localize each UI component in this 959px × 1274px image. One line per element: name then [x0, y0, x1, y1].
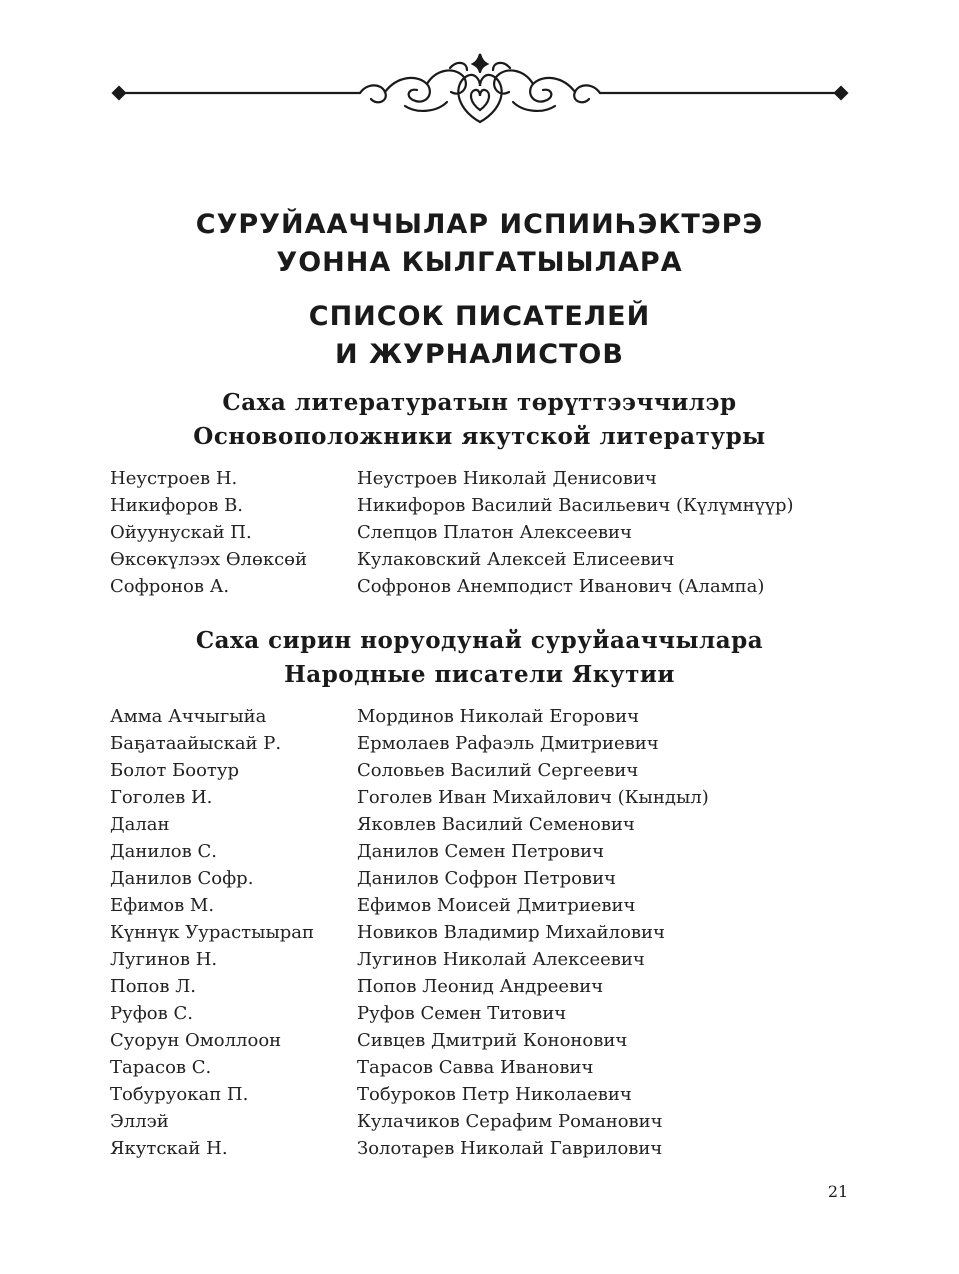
- full-name: Сивцев Дмитрий Кононович: [357, 1030, 628, 1051]
- pen-name: Далан: [110, 814, 170, 835]
- list-item: [110, 946, 870, 973]
- pen-name: Болот Боотур: [110, 760, 239, 781]
- pen-name: Амма Аччыгыйа: [110, 706, 267, 727]
- pen-name: Данилов С.: [110, 841, 217, 862]
- list-item: [110, 492, 870, 519]
- list-item: [110, 811, 870, 838]
- list-item: [110, 1054, 870, 1081]
- full-name: Новиков Владимир Михайлович: [357, 922, 665, 943]
- list-item: [110, 1135, 870, 1162]
- full-name: Золотарев Николай Гаврилович: [357, 1138, 663, 1159]
- pen-name: Руфов С.: [110, 1003, 193, 1024]
- section-heading-sakha: Саха сирин норуодунай суруйааччылара: [195, 627, 764, 654]
- full-name: Яковлев Василий Семенович: [357, 814, 635, 835]
- full-name: Данилов Софрон Петрович: [357, 868, 616, 889]
- list-item: [110, 1000, 870, 1027]
- list-item: [110, 838, 870, 865]
- full-name: Руфов Семен Титович: [357, 1003, 567, 1024]
- full-name: Кулаковский Алексей Елисеевич: [357, 549, 675, 570]
- title-sakha-line-2: УОННА КЫЛГАТЫЫЛАРА: [276, 247, 683, 278]
- pen-name: Күннүк Уурастыырап: [110, 922, 315, 943]
- pen-name: Неустроев Н.: [110, 468, 238, 489]
- pen-name: Суорун Омоллоон: [110, 1030, 282, 1051]
- list-item: [110, 757, 870, 784]
- title-sakha-line-1: СУРУЙААЧЧЫЛАР ИСПИИҺЭКТЭРЭ: [195, 209, 764, 240]
- title-russian: [0, 298, 959, 374]
- section-heading-national-writers: [0, 624, 959, 692]
- list-item: [110, 1081, 870, 1108]
- pen-name: Попов Л.: [110, 976, 196, 997]
- pen-name: Якутскай Н.: [110, 1138, 228, 1159]
- pen-name: Никифоров В.: [110, 495, 244, 516]
- full-name: Гоголев Иван Михайлович (Кындыл): [357, 787, 709, 808]
- title-russian-line-1: СПИСОК ПИСАТЕЛЕЙ: [308, 301, 651, 332]
- national-writers-list: [110, 703, 870, 1162]
- full-name: Неустроев Николай Денисович: [357, 468, 657, 489]
- full-name: Ефимов Моисей Дмитриевич: [357, 895, 636, 916]
- pen-name: Өксөкүлээх Өлөксөй: [110, 549, 308, 570]
- pen-name: Эллэй: [110, 1111, 169, 1132]
- pen-name: Баҕатаайыскай Р.: [110, 733, 282, 754]
- list-item: [110, 465, 870, 492]
- section-heading-sakha: Саха литературатын төрүттээччилэр: [222, 389, 737, 416]
- pen-name: Данилов Софр.: [110, 868, 254, 889]
- list-item: [110, 784, 870, 811]
- pen-name: Лугинов Н.: [110, 949, 218, 970]
- list-item: [110, 1108, 870, 1135]
- list-item: [110, 892, 870, 919]
- full-name: Ермолаев Рафаэль Дмитриевич: [357, 733, 659, 754]
- full-name: Лугинов Николай Алексеевич: [357, 949, 645, 970]
- full-name: Слепцов Платон Алексеевич: [357, 522, 632, 543]
- full-name: Данилов Семен Петрович: [357, 841, 604, 862]
- title-sakha: [0, 206, 959, 282]
- section-heading-founders: [0, 386, 959, 454]
- title-russian-line-2: И ЖУРНАЛИСТОВ: [335, 339, 624, 370]
- list-item: [110, 546, 870, 573]
- list-item: [110, 703, 870, 730]
- founders-list: [110, 465, 870, 600]
- list-item: [110, 1027, 870, 1054]
- full-name: Попов Леонид Андреевич: [357, 976, 604, 997]
- full-name: Тарасов Савва Иванович: [357, 1057, 594, 1078]
- pen-name: Тобуруокап П.: [110, 1084, 249, 1105]
- list-item: [110, 519, 870, 546]
- list-item: [110, 919, 870, 946]
- full-name: Тобуроков Петр Николаевич: [357, 1084, 632, 1105]
- section-heading-russian: Основоположники якутской литературы: [193, 423, 766, 450]
- full-name: Мординов Николай Егорович: [357, 706, 640, 727]
- full-name: Никифоров Василий Васильевич (Күлүмнүүр): [357, 495, 794, 516]
- pen-name: Гоголев И.: [110, 787, 213, 808]
- list-item: [110, 865, 870, 892]
- list-item: [110, 973, 870, 1000]
- full-name: Софронов Анемподист Иванович (Алампа): [357, 576, 765, 597]
- list-item: [110, 573, 870, 600]
- pen-name: Ойуунускай П.: [110, 522, 252, 543]
- full-name: Кулачиков Серафим Романович: [357, 1111, 663, 1132]
- list-item: [110, 730, 870, 757]
- full-name: Соловьев Василий Сергеевич: [357, 760, 639, 781]
- decorative-ornament-icon: [105, 50, 855, 130]
- pen-name: Тарасов С.: [110, 1057, 212, 1078]
- pen-name: Софронов А.: [110, 576, 230, 597]
- page-number: 21: [827, 1182, 849, 1201]
- pen-name: Ефимов М.: [110, 895, 215, 916]
- section-heading-russian: Народные писатели Якутии: [284, 661, 675, 688]
